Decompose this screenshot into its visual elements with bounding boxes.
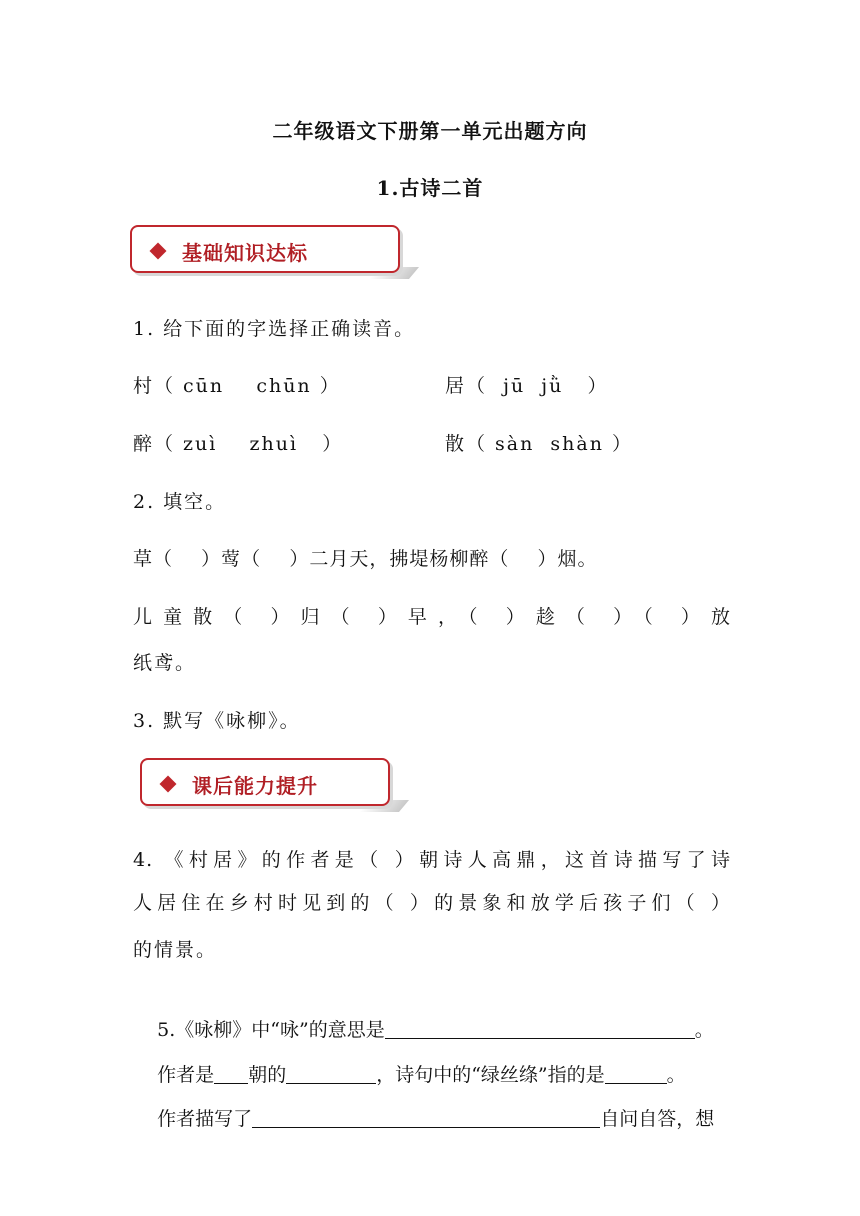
q1-item-san: 散（ sàn shàn ） [445,433,634,455]
q5-text: 。 [666,1064,686,1086]
question-1-prompt: 1. 给下面的字选择正确读音。 [133,318,416,340]
q5-text: 自问自答，想 [600,1108,715,1130]
page-title: 二年级语文下册第一单元出题方向 [272,119,588,143]
banner-label: 课后能力提升 [192,774,318,798]
q2-line-1: 草（ ）莺（ ）二月天，拂堤杨柳醉（ ）烟。 [133,548,598,570]
q1-item-cun: 村（ cūn chūn ） [133,375,341,397]
answer-blank[interactable] [252,1109,600,1128]
q4-line-2: 人居住在乡村时见到的（ ）的景象和放学后孩子们（ ） [133,892,731,914]
section-banner-advanced [140,758,404,812]
section-banner-basic [130,225,414,279]
banner-label: 基础知识达标 [182,241,308,265]
q4-line-1: 4. 《村居》的作者是（ ）朝诗人高鼎，这首诗描写了诗 [133,849,731,871]
q5-line-3 [133,1082,714,1153]
q2-line-3: 纸鸢。 [133,652,197,674]
q5-text: 朝的 [248,1064,287,1086]
q5-text: 5.《咏柳》中“咏”的意思是 [157,1019,385,1041]
question-2-prompt: 2. 填空。 [133,491,227,513]
q5-text: 。 [694,1019,714,1041]
q5-text: 作者描写了 [157,1108,253,1130]
q1-item-ju: 居（ jū jǜ ） [445,375,609,397]
q5-text: ，诗句中的“绿丝绦”指的是 [376,1064,605,1086]
question-3-prompt: 3. 默写《咏柳》。 [133,710,301,732]
q2-line-2: 儿童散（ ）归（ ）早，（ ）趁（ ）（ ）放 [133,606,731,628]
q5-text: 作者是 [157,1064,215,1086]
answer-blank[interactable] [385,1020,695,1039]
q1-item-zui: 醉（ zuì zhuì ） [133,433,344,455]
q4-line-3: 的情景。 [133,939,218,961]
lesson-title: 1.古诗二首 [376,176,484,200]
